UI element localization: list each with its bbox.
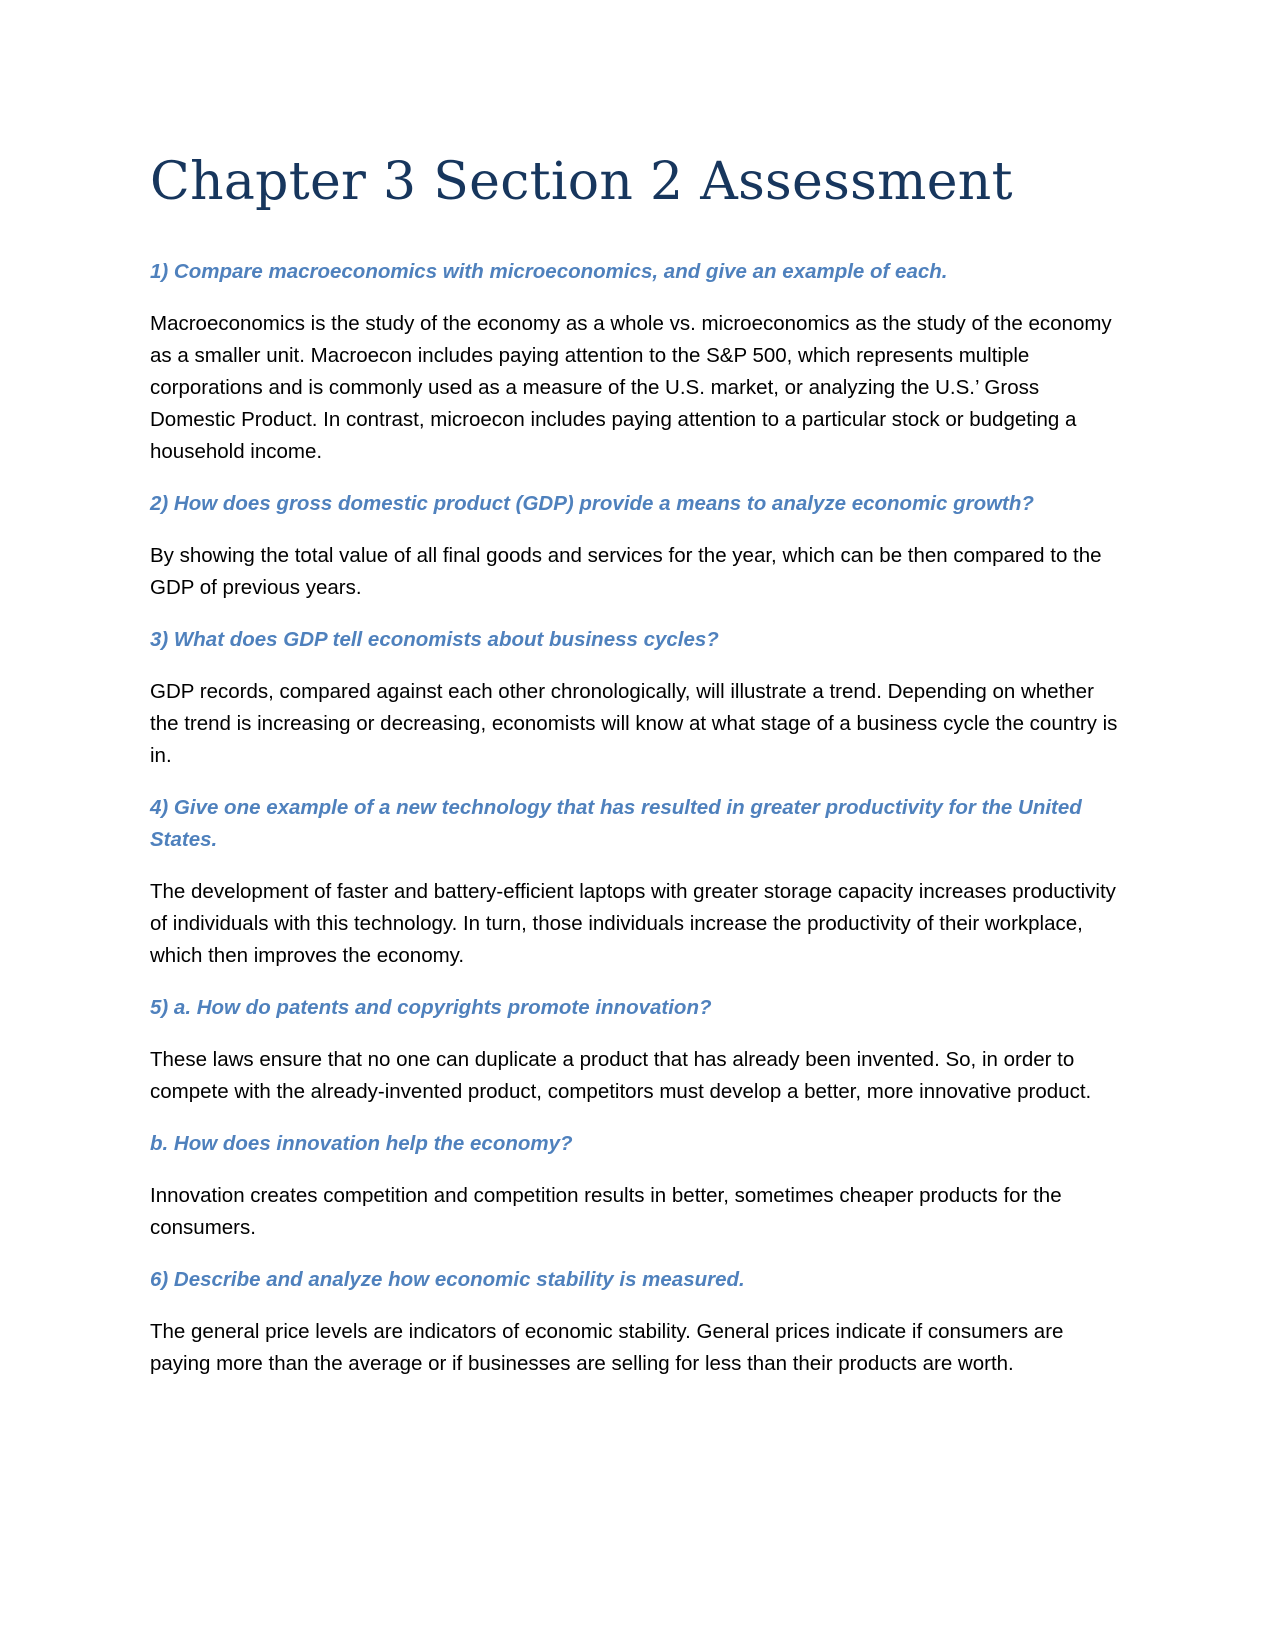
question-1: 1) Compare macroeconomics with microeconomics, and give an example of each. <box>150 260 948 283</box>
answer-6: The general price levels are indicators of economic stability. General prices indicate if consumers are paying more than the average or if businesses are selling for less than their products are worth. <box>150 1320 1064 1375</box>
answer-3: GDP records, compared against each other chronologically, will illustrate a trend. Depending on whether the trend is increasing or decreasing, economists will know at what stage of a business cycle the country is in. <box>150 680 1118 767</box>
question-2: 2) How does gross domestic product (GDP) provide a means to analyze economic growth? <box>150 492 1034 515</box>
question-3: 3) What does GDP tell economists about business cycles? <box>150 628 719 651</box>
answer-5a: These laws ensure that no one can duplicate a product that has already been invented. So, in order to compete with the already-invented product, competitors must develop a better, more innovative product. <box>150 1048 1092 1103</box>
question-5b: b. How does innovation help the economy? <box>150 1132 573 1155</box>
page-title: Chapter 3 Section 2 Assessment <box>150 152 1013 212</box>
answer-2: By showing the total value of all final goods and services for the year, which can be then compared to the GDP of previous years. <box>150 544 1102 599</box>
answer-4: The development of faster and battery-efficient laptops with greater storage capacity increases productivity of individuals with this technology. In turn, those individuals increase the productivity of their workplace, which then improves the economy. <box>150 880 1116 967</box>
question-4: 4) Give one example of a new technology that has resulted in greater productivity for the United States. <box>150 796 1082 851</box>
answer-1: Macroeconomics is the study of the economy as a whole vs. microeconomics as the study of the economy as a smaller unit. Macroecon includes paying attention to the S&P 500, which represents multiple corporations and is commonly used as a measure of the U.S. market, or analyzing the U.S.’ Gross Domestic Product. In contrast, microecon includes paying attention to a particular stock or budgeting a household income. <box>150 312 1112 463</box>
question-6: 6) Describe and analyze how economic stability is measured. <box>150 1268 745 1291</box>
document-page <box>150 150 1125 1400</box>
question-5a: 5) a. How do patents and copyrights promote innovation? <box>150 996 712 1019</box>
answer-5b: Innovation creates competition and competition results in better, sometimes cheaper products for the consumers. <box>150 1184 1062 1239</box>
